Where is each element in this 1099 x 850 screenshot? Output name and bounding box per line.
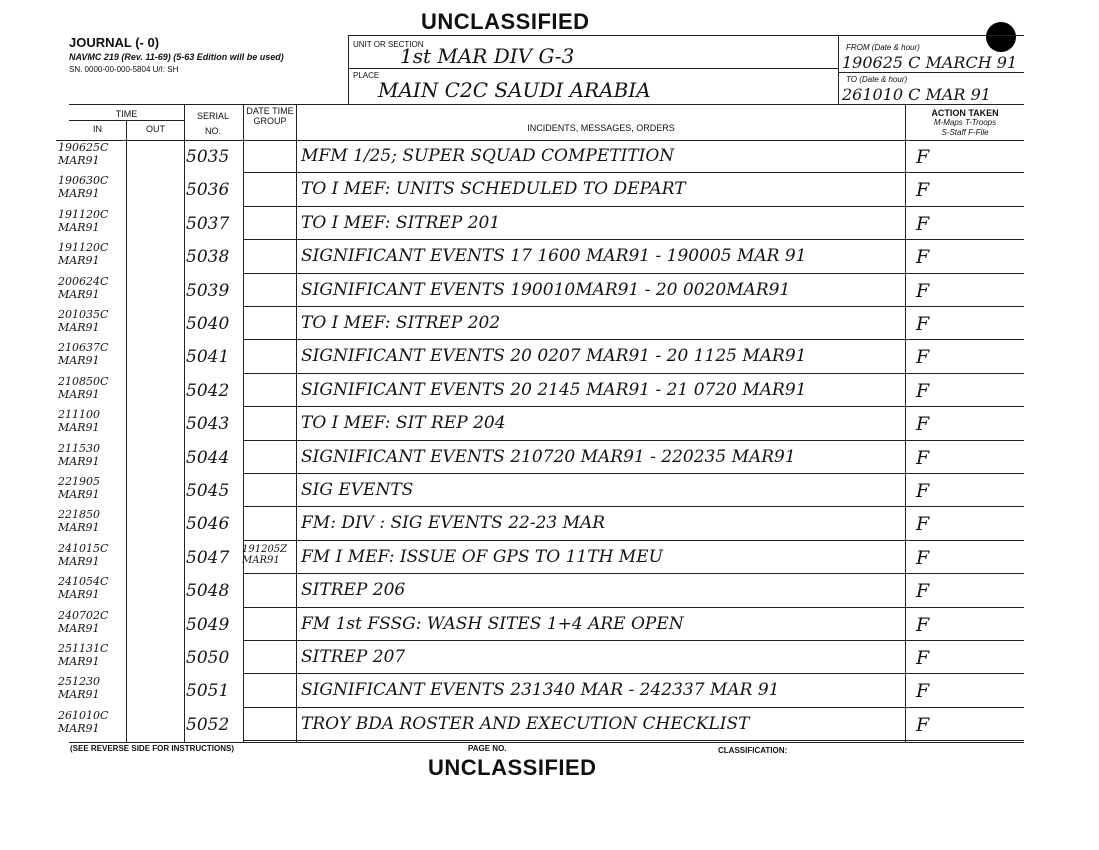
entry-time-in: 221850 MAR91 bbox=[58, 508, 100, 535]
form-number: NAVMC 219 (Rev. 11-69) (5-63 Edition will be used) bbox=[69, 52, 284, 62]
column-time: TIME bbox=[115, 109, 138, 119]
entry-serial-number: 5051 bbox=[186, 681, 230, 702]
entry-action-taken: F bbox=[916, 446, 930, 469]
journal-entry-row bbox=[56, 241, 1024, 274]
entry-action-taken: F bbox=[916, 246, 930, 269]
entry-serial-number: 5052 bbox=[186, 714, 230, 735]
row-rule bbox=[243, 339, 1024, 340]
action-codes-line1: M-Maps T-Troops bbox=[933, 118, 997, 127]
from-label: FROM (Date & hour) bbox=[846, 43, 920, 52]
entry-time-in: 251131C MAR91 bbox=[58, 642, 109, 668]
journal-entry-row bbox=[56, 141, 1024, 174]
journal-entry-row bbox=[56, 442, 1024, 475]
entry-time-in: 261010C MAR91 bbox=[58, 708, 109, 735]
entry-incident-text: SIG EVENTS bbox=[301, 480, 414, 500]
column-incidents: INCIDENTS, MESSAGES, ORDERS bbox=[527, 123, 675, 133]
to-label: TO (Date & hour) bbox=[846, 75, 908, 84]
entry-serial-number: 5042 bbox=[186, 380, 230, 401]
to-value: 261010 C MAR 91 bbox=[842, 85, 991, 104]
entry-action-taken: F bbox=[916, 212, 930, 235]
entry-time-in: 240702C MAR91 bbox=[58, 608, 109, 635]
entry-time-in: 211530 MAR91 bbox=[58, 441, 100, 468]
entry-incident-text: SITREP 207 bbox=[301, 647, 406, 667]
row-rule bbox=[243, 239, 1024, 240]
unit-label: UNIT OR SECTION bbox=[353, 40, 424, 49]
entry-time-in: 251230 MAR91 bbox=[58, 675, 100, 702]
unit-value: 1st MAR DIV G-3 bbox=[400, 44, 575, 68]
entry-serial-number: 5047 bbox=[186, 547, 230, 568]
entry-time-in: 200624C MAR91 bbox=[58, 274, 109, 301]
entry-action-taken: F bbox=[916, 680, 930, 703]
row-rule bbox=[243, 673, 1024, 674]
entry-incident-text: TO I MEF: UNITS SCHEDULED TO DEPART bbox=[301, 179, 686, 200]
entry-serial-number: 5048 bbox=[186, 581, 230, 602]
entry-incident-text: SIGNIFICANT EVENTS 190010MAR91 - 20 0020MAR91 bbox=[301, 279, 791, 300]
entry-time-in: 210637C MAR91 bbox=[58, 341, 109, 368]
entry-serial-number: 5045 bbox=[186, 481, 230, 501]
entry-time-in: 201035C MAR91 bbox=[58, 308, 109, 334]
row-rule bbox=[243, 607, 1024, 608]
column-date-time-group: DATE TIME GROUP bbox=[246, 106, 294, 126]
entry-action-taken: F bbox=[916, 313, 930, 335]
entry-serial-number: 5037 bbox=[186, 213, 230, 234]
entry-action-taken: F bbox=[916, 713, 930, 736]
journal-entry-row bbox=[56, 341, 1024, 374]
row-rule bbox=[243, 707, 1024, 708]
entry-serial-number: 5035 bbox=[186, 147, 230, 167]
row-rule bbox=[243, 306, 1024, 307]
journal-entry-row bbox=[56, 174, 1024, 207]
entry-time-in: 191120C MAR91 bbox=[58, 241, 109, 268]
entry-serial-number: 5046 bbox=[186, 514, 230, 535]
entry-time-in: 210850C MAR91 bbox=[58, 374, 109, 401]
entry-incident-text: SIGNIFICANT EVENTS 210720 MAR91 - 220235 MAR91 bbox=[301, 446, 796, 467]
entry-action-taken: F bbox=[916, 179, 930, 202]
entry-serial-number: 5050 bbox=[186, 648, 230, 668]
journal-entry-row bbox=[56, 375, 1024, 408]
column-action-taken: ACTION TAKEN bbox=[931, 108, 999, 118]
footer-classification-label: CLASSIFICATION: bbox=[718, 746, 788, 755]
entry-incident-text: FM I MEF: ISSUE OF GPS TO 11TH MEU bbox=[301, 546, 663, 567]
punch-hole-mark bbox=[986, 22, 1016, 52]
entry-incident-text: TROY BDA ROSTER AND EXECUTION CHECKLIST bbox=[301, 713, 750, 734]
journal-entry-row bbox=[56, 408, 1024, 441]
row-rule bbox=[243, 640, 1024, 641]
entry-action-taken: F bbox=[916, 146, 930, 168]
row-rule bbox=[243, 473, 1024, 474]
classification-bottom: UNCLASSIFIED bbox=[428, 755, 597, 780]
row-rule bbox=[243, 506, 1024, 507]
entry-incident-text: SITREP 206 bbox=[301, 580, 406, 601]
journal-entry-row bbox=[56, 575, 1024, 608]
journal-entry-row bbox=[56, 542, 1024, 575]
entry-action-taken: F bbox=[916, 480, 930, 502]
place-label: PLACE bbox=[353, 71, 380, 80]
entry-time-in: 241015C MAR91 bbox=[58, 541, 109, 568]
footer-instructions: (SEE REVERSE SIDE FOR INSTRUCTIONS) bbox=[70, 744, 235, 753]
entry-time-in: 190625C MAR91 bbox=[58, 141, 109, 167]
entry-incident-text: SIGNIFICANT EVENTS 20 0207 MAR91 - 20 1125 MAR91 bbox=[301, 346, 807, 367]
entry-action-taken: F bbox=[916, 413, 930, 436]
entry-serial-number: 5043 bbox=[186, 414, 230, 435]
entry-time-in: 211100 MAR91 bbox=[58, 408, 100, 435]
entry-serial-number: 5039 bbox=[186, 280, 230, 301]
row-rule bbox=[243, 273, 1024, 274]
action-codes-line2: S-Staff F-File bbox=[941, 128, 989, 137]
entry-action-taken: F bbox=[916, 346, 930, 369]
column-out: OUT bbox=[146, 124, 165, 134]
entry-action-taken: F bbox=[916, 546, 930, 569]
entry-incident-text: TO I MEF: SIT REP 204 bbox=[301, 413, 506, 434]
entry-time-in: 221905 MAR91 bbox=[58, 475, 100, 501]
from-value: 190625 C MARCH 91 bbox=[842, 53, 1018, 72]
entry-time-in: 241054C MAR91 bbox=[58, 575, 109, 602]
journal-entry-row bbox=[56, 709, 1024, 742]
entry-incident-text: SIGNIFICANT EVENTS 231340 MAR - 242337 MAR 91 bbox=[301, 680, 780, 701]
column-serial-no: NO. bbox=[204, 126, 221, 136]
journal-entry-row bbox=[56, 642, 1024, 675]
entry-serial-number: 5044 bbox=[186, 447, 230, 468]
place-value: MAIN C2C SAUDI ARABIA bbox=[378, 78, 651, 102]
entry-serial-number: 5041 bbox=[186, 347, 230, 368]
row-rule bbox=[243, 206, 1024, 207]
entry-action-taken: F bbox=[916, 513, 930, 536]
journal-entry-row bbox=[56, 609, 1024, 642]
row-rule bbox=[243, 540, 1024, 541]
entry-serial-number: 5038 bbox=[186, 247, 230, 268]
column-serial: SERIAL bbox=[196, 111, 229, 121]
stock-number: SN. 0000-00-000-5804 U/I: SH bbox=[69, 65, 179, 74]
row-rule bbox=[243, 440, 1024, 441]
journal-entry-row bbox=[56, 508, 1024, 541]
row-rule bbox=[243, 406, 1024, 407]
entry-time-in: 190630C MAR91 bbox=[58, 174, 109, 201]
journal-entry-row bbox=[56, 675, 1024, 708]
journal-entry-row bbox=[56, 208, 1024, 241]
footer-page-no: PAGE NO. bbox=[468, 744, 507, 753]
journal-entry-row bbox=[56, 475, 1024, 508]
entry-incident-text: TO I MEF: SITREP 201 bbox=[301, 212, 501, 233]
entry-incident-text: FM: DIV : SIG EVENTS 22-23 MAR bbox=[301, 513, 606, 534]
row-rule bbox=[243, 373, 1024, 374]
journal-entry-row bbox=[56, 275, 1024, 308]
form-title: JOURNAL (‐ 0) bbox=[69, 35, 160, 50]
entry-date-time-group: 191205Z MAR91 bbox=[242, 543, 288, 566]
entry-incident-text: TO I MEF: SITREP 202 bbox=[301, 313, 501, 333]
entry-incident-text: FM 1st FSSG: WASH SITES 1+4 ARE OPEN bbox=[301, 613, 684, 634]
entry-action-taken: F bbox=[916, 279, 930, 302]
column-in: IN bbox=[93, 124, 102, 134]
entry-action-taken: F bbox=[916, 613, 930, 636]
entry-action-taken: F bbox=[916, 647, 930, 669]
entry-incident-text: MFM 1/25; SUPER SQUAD COMPETITION bbox=[301, 146, 675, 166]
entry-action-taken: F bbox=[916, 580, 930, 603]
entry-serial-number: 5036 bbox=[186, 180, 230, 201]
entry-serial-number: 5040 bbox=[186, 314, 230, 334]
entry-time-in: 191120C MAR91 bbox=[58, 207, 109, 234]
classification-top: UNCLASSIFIED bbox=[421, 9, 590, 34]
row-rule bbox=[243, 573, 1024, 574]
entry-action-taken: F bbox=[916, 379, 930, 402]
entry-incident-text: SIGNIFICANT EVENTS 20 2145 MAR91 - 21 0720 MAR91 bbox=[301, 379, 807, 400]
entry-serial-number: 5049 bbox=[186, 614, 230, 635]
row-rule bbox=[243, 172, 1024, 173]
entry-incident-text: SIGNIFICANT EVENTS 17 1600 MAR91 - 190005 MAR 91 bbox=[301, 246, 807, 267]
journal-entry-row bbox=[56, 308, 1024, 341]
